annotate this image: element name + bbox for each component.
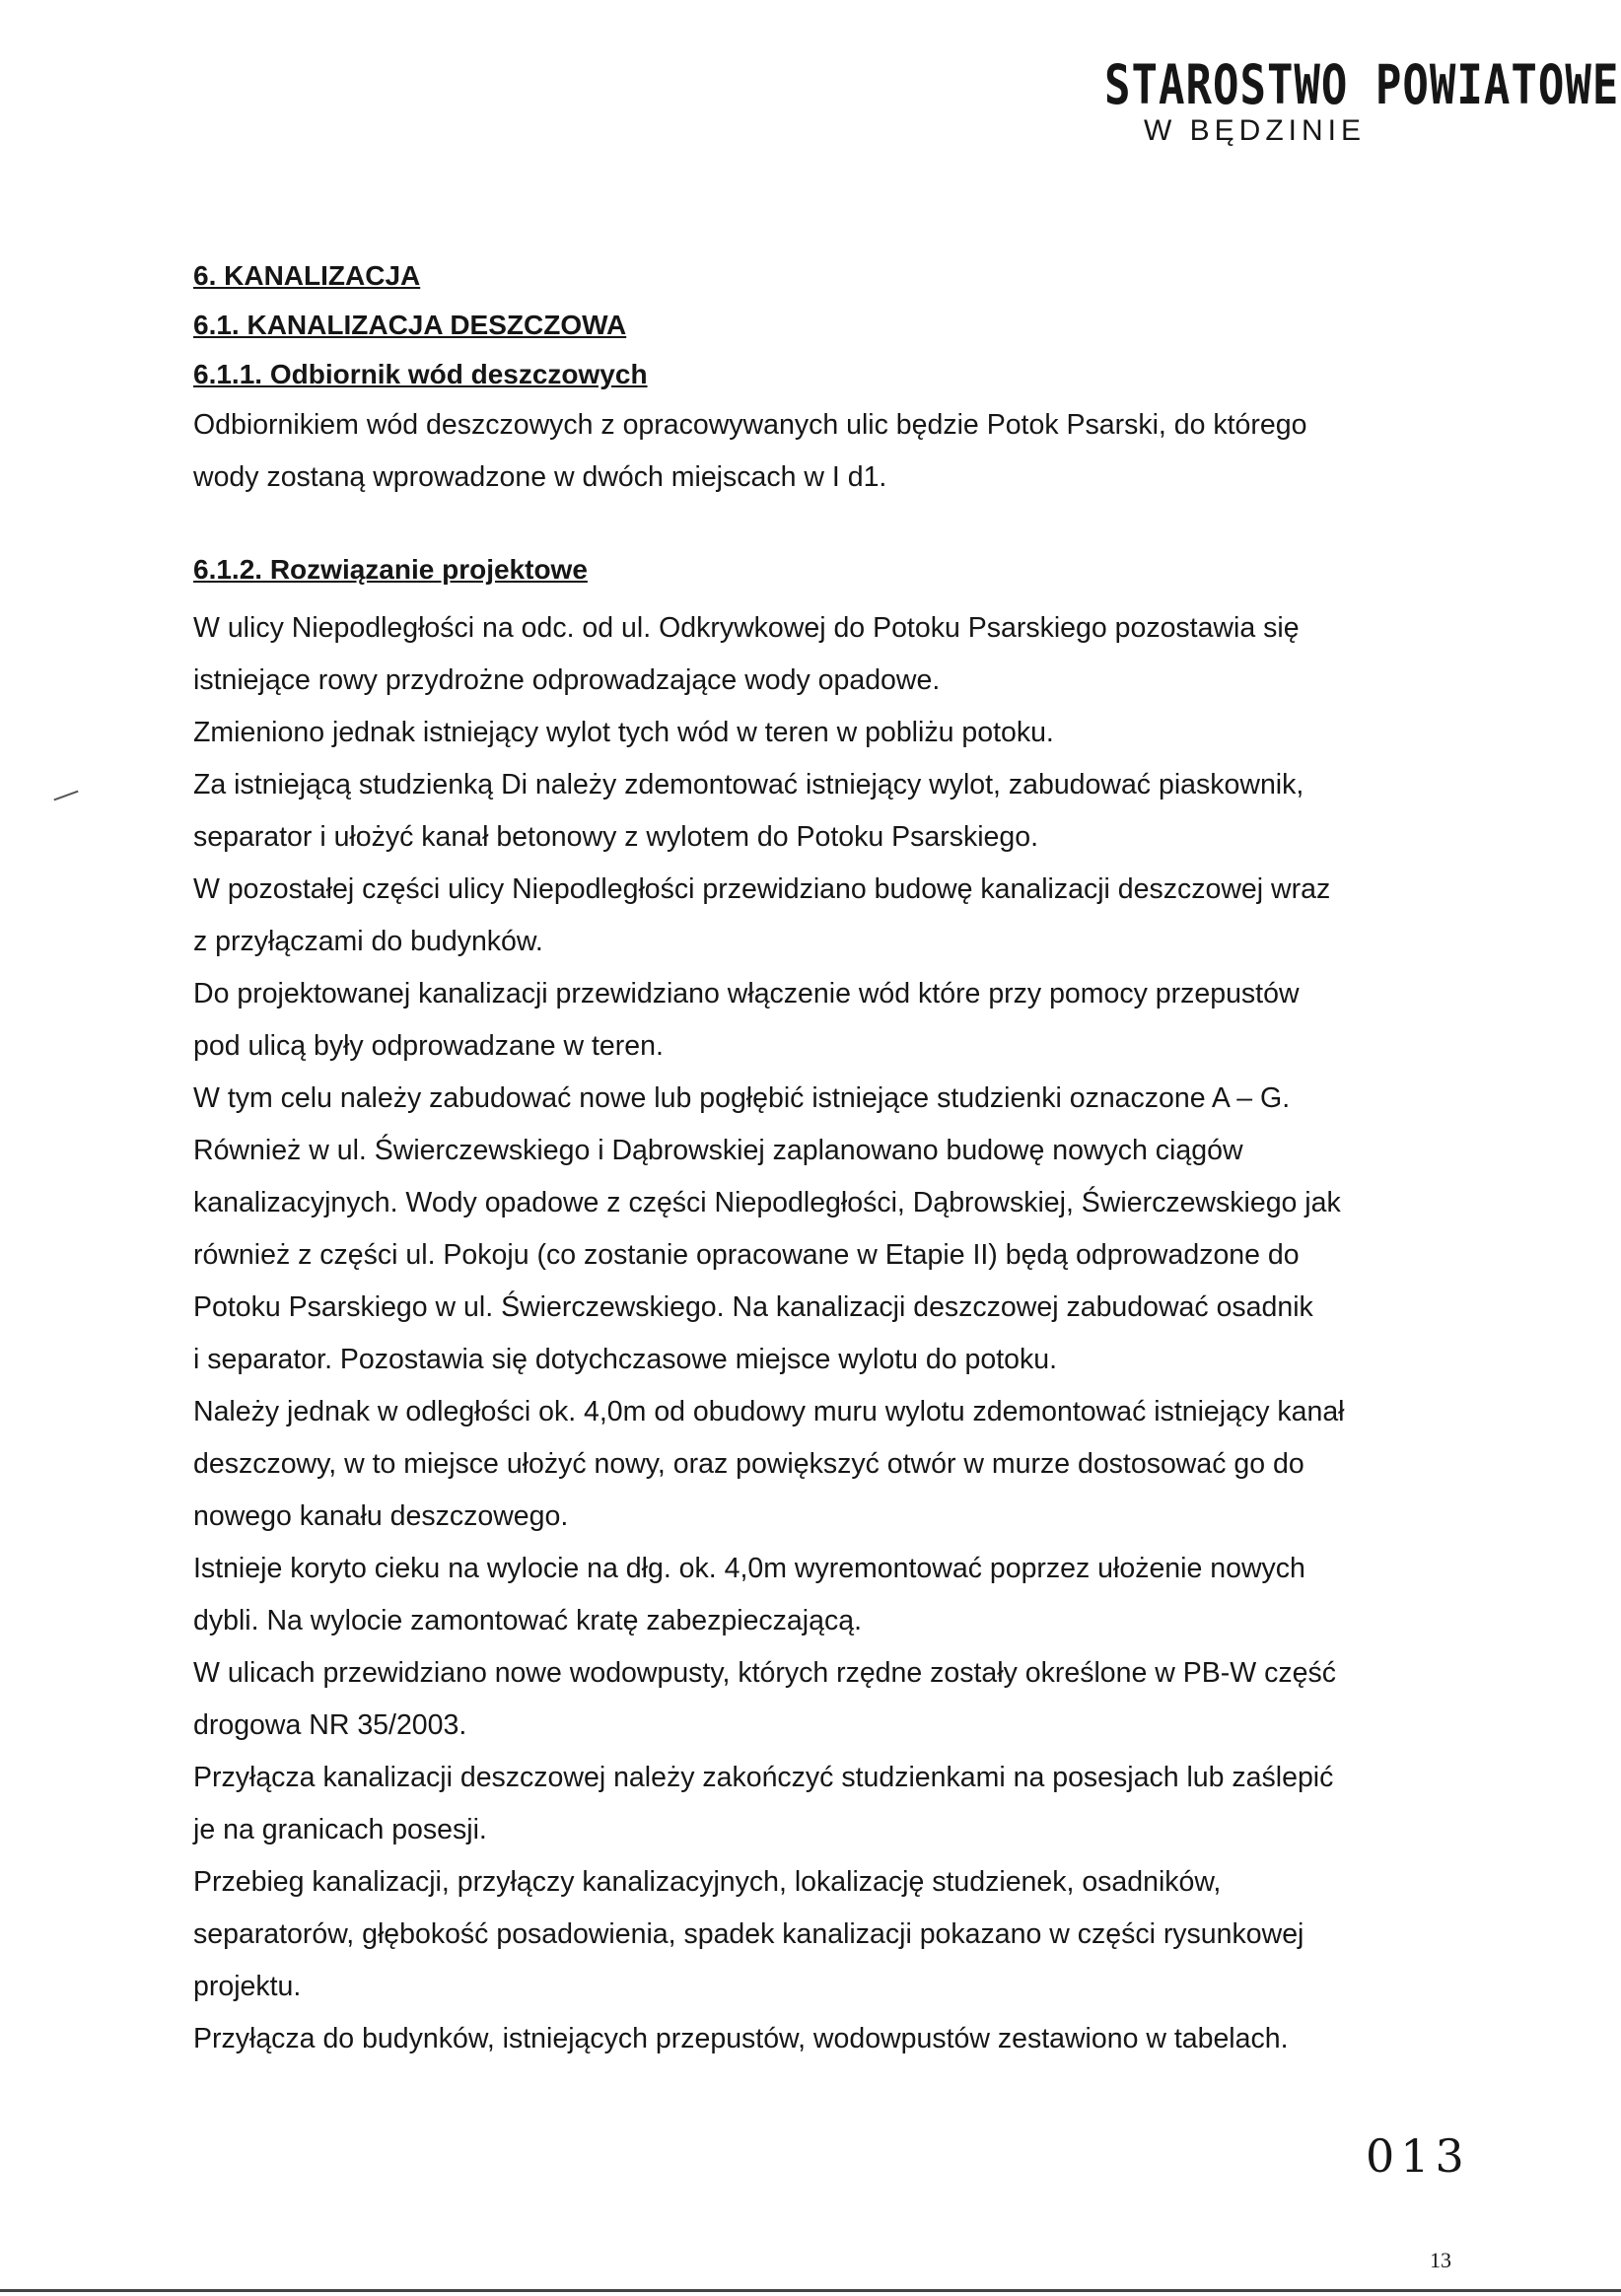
paragraph-line: Do projektowanej kanalizacji przewidziano włączenie wód które przy pomocy przepustów	[193, 978, 1300, 1009]
paragraph-line: Należy jednak w odległości ok. 4,0m od obudowy muru wylotu zdemontować istniejący kanał	[193, 1396, 1345, 1427]
stamp-city: W BĘDZINIE	[1144, 114, 1367, 147]
stamp-office-name: STAROSTWO POWIATOWE	[1104, 54, 1620, 117]
paragraph-line: nowego kanału deszczowego.	[193, 1500, 569, 1532]
office-stamp	[1104, 54, 1620, 148]
paragraph-line: deszczowy, w to miejsce ułożyć nowy, oraz powiększyć otwór w murze dostosować go do	[193, 1448, 1304, 1480]
paragraph-line: drogowa NR 35/2003.	[193, 1709, 467, 1741]
subsection-2-heading: 6.1.2. Rozwiązanie projektowe	[193, 554, 588, 585]
paragraph-line: W ulicy Niepodległości na odc. od ul. Odkrywkowej do Potoku Psarskiego pozostawia się	[193, 612, 1300, 644]
paragraph-line: istniejące rowy przydrożne odprowadzające wody opadowe.	[193, 664, 941, 696]
paragraph-line: i separator. Pozostawia się dotychczasowe miejsce wylotu do potoku.	[193, 1344, 1058, 1375]
subsection-1-body	[193, 399, 1455, 504]
paragraph-line: również z części ul. Pokoju (co zostanie opracowane w Etapie II) będą odprowadzone do	[193, 1239, 1300, 1271]
paragraph-line: Istnieje koryto cieku na wylocie na dłg. ok. 4,0m wyremontować poprzez ułożenie nowych	[193, 1553, 1305, 1584]
paragraph-line: kanalizacyjnych. Wody opadowe z części Niepodległości, Dąbrowskiej, Świerczewskiego jak	[193, 1187, 1341, 1218]
paragraph-line: Przyłącza kanalizacji deszczowej należy zakończyć studzienkami na posesjach lub zaślepić	[193, 1762, 1334, 1793]
document-body	[193, 251, 1455, 2065]
paragraph-line: je na granicach posesji.	[193, 1814, 487, 1845]
paragraph-line: Zmieniono jednak istniejący wylot tych wód w teren w pobliżu potoku.	[193, 717, 1054, 748]
paragraph-line: W ulicach przewidziano nowe wodowpusty, których rzędne zostały określone w PB-W część	[193, 1657, 1336, 1689]
paragraph-line: Przyłącza do budynków, istniejących przepustów, wodowpustów zestawiono w tabelach.	[193, 2023, 1289, 2054]
paragraph-line: separatorów, głębokość posadowienia, spadek kanalizacji pokazano w części rysunkowej	[193, 1918, 1304, 1950]
paragraph-line: z przyłączami do budynków.	[193, 926, 543, 957]
paragraph-line: projektu.	[193, 1971, 302, 2002]
paragraph-line: wody zostaną wprowadzone w dwóch miejscach w I d1.	[193, 461, 887, 493]
paragraph-line: pod ulicą były odprowadzane w teren.	[193, 1030, 664, 1062]
subsection-2-body	[193, 602, 1455, 2065]
subsection-heading: 6.1. KANALIZACJA DESZCZOWA	[193, 310, 627, 340]
scan-bottom-edge	[0, 2289, 1621, 2292]
page-number: 13	[1430, 2248, 1451, 2272]
handwritten-page-number: 013	[1366, 2129, 1470, 2183]
paragraph-line: W pozostałej części ulicy Niepodległości przewidziano budowę kanalizacji deszczowej wraz	[193, 873, 1331, 905]
paragraph-line: Potoku Psarskiego w ul. Świerczewskiego. Na kanalizacji deszczowej zabudować osadnik	[193, 1291, 1313, 1323]
paragraph-line: dybli. Na wylocie zamontować kratę zabezpieczającą.	[193, 1605, 862, 1636]
section-heading: 6. KANALIZACJA	[193, 260, 421, 291]
paragraph-line: Przebieg kanalizacji, przyłączy kanalizacyjnych, lokalizację studzienek, osadników,	[193, 1866, 1222, 1898]
paragraph-line: Za istniejącą studzienką Di należy zdemontować istniejący wylot, zabudować piaskownik,	[193, 769, 1304, 800]
paragraph-line: separator i ułożyć kanał betonowy z wylotem do Potoku Psarskiego.	[193, 821, 1039, 853]
paragraph-line: Również w ul. Świerczewskiego i Dąbrowskiej zaplanowano budowę nowych ciągów	[193, 1135, 1243, 1166]
margin-pen-mark	[53, 791, 78, 801]
subsection-1-heading: 6.1.1. Odbiornik wód deszczowych	[193, 359, 648, 389]
paragraph-line: W tym celu należy zabudować nowe lub pogłębić istniejące studzienki oznaczone A – G.	[193, 1082, 1291, 1114]
paragraph-line: Odbiornikiem wód deszczowych z opracowywanych ulic będzie Potok Psarski, do którego	[193, 409, 1307, 441]
